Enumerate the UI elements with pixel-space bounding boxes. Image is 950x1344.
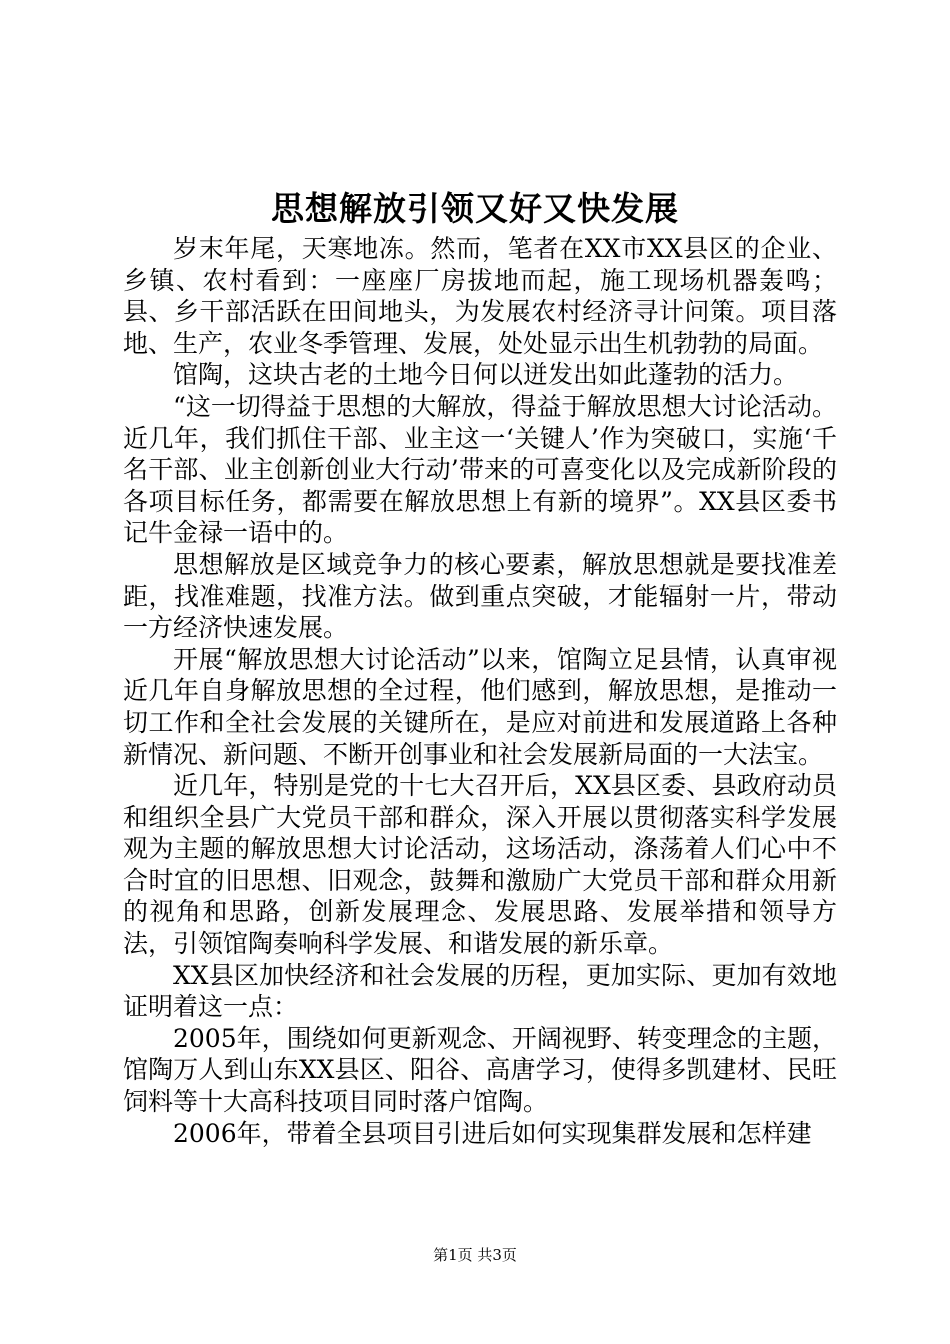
paragraph: XX县区加快经济和社会发展的历程，更加实际、更加有效地证明着这一点： bbox=[123, 960, 837, 1022]
document-body bbox=[123, 233, 837, 1149]
document-title: 思想解放引领又好又快发展 bbox=[271, 189, 679, 228]
paragraph: 岁末年尾，天寒地冻。然而，笔者在XX市XX县区的企业、乡镇、农村看到：一座座厂房拔地而起，施工现场机器轰鸣；县、乡干部活跃在田间地头，为发展农村经济寻计问策。项目落地、生产，农业冬季管理、发展，处处显示出生机勃勃的局面。 bbox=[123, 234, 837, 358]
paragraph: 2006年，带着全县项目引进后如何实现集群发展和怎样建 bbox=[173, 1118, 812, 1148]
paragraph: 思想解放是区域竞争力的核心要素，解放思想就是要找准差距，找准难题，找准方法。做到重点突破，才能辐射一片，带动一方经济快速发展。 bbox=[123, 549, 837, 643]
paragraph: 近几年，特别是党的十七大召开后，XX县区委、县政府动员和组织全县广大党员干部和群众，深入开展以贯彻落实科学发展观为主题的解放思想大讨论活动，这场活动，涤荡着人们心中不合时宜的旧思想、旧观念，鼓舞和激励广大党员干部和群众用新的视角和思路，创新发展理念、发展思路、发展举措和领导方法，引领馆陶奏响科学发展、和谐发展的新乐章。 bbox=[123, 771, 837, 959]
page-number-footer: 第1页 共3页 bbox=[433, 1246, 517, 1264]
paragraph: 馆陶，这块古老的土地今日何以迸发出如此蓬勃的活力。 bbox=[173, 360, 799, 390]
paragraph: 2005年，围绕如何更新观念、开阔视野、转变理念的主题，馆陶万人到山东XX县区、阳谷、高唐学习，使得多凯建材、民旺饲料等十大高科技项目同时落户馆陶。 bbox=[123, 1023, 837, 1117]
paragraph: “这一切得益于思想的大解放，得益于解放思想大讨论活动。近几年，我们抓住干部、业主这一‘关键人’作为突破口，实施‘千名干部、业主创新创业大行动’带来的可喜变化以及完成新阶段的各项目标任务，都需要在解放思想上有新的境界”。XX县区委书记牛金禄一语中的。 bbox=[123, 391, 837, 548]
paragraph: 开展“解放思想大讨论活动”以来，馆陶立足县情，认真审视近几年自身解放思想的全过程，他们感到，解放思想，是推动一切工作和全社会发展的关键所在，是应对前进和发展道路上各种新情况、新问题、不断开创事业和社会发展新局面的一大法宝。 bbox=[123, 644, 837, 769]
